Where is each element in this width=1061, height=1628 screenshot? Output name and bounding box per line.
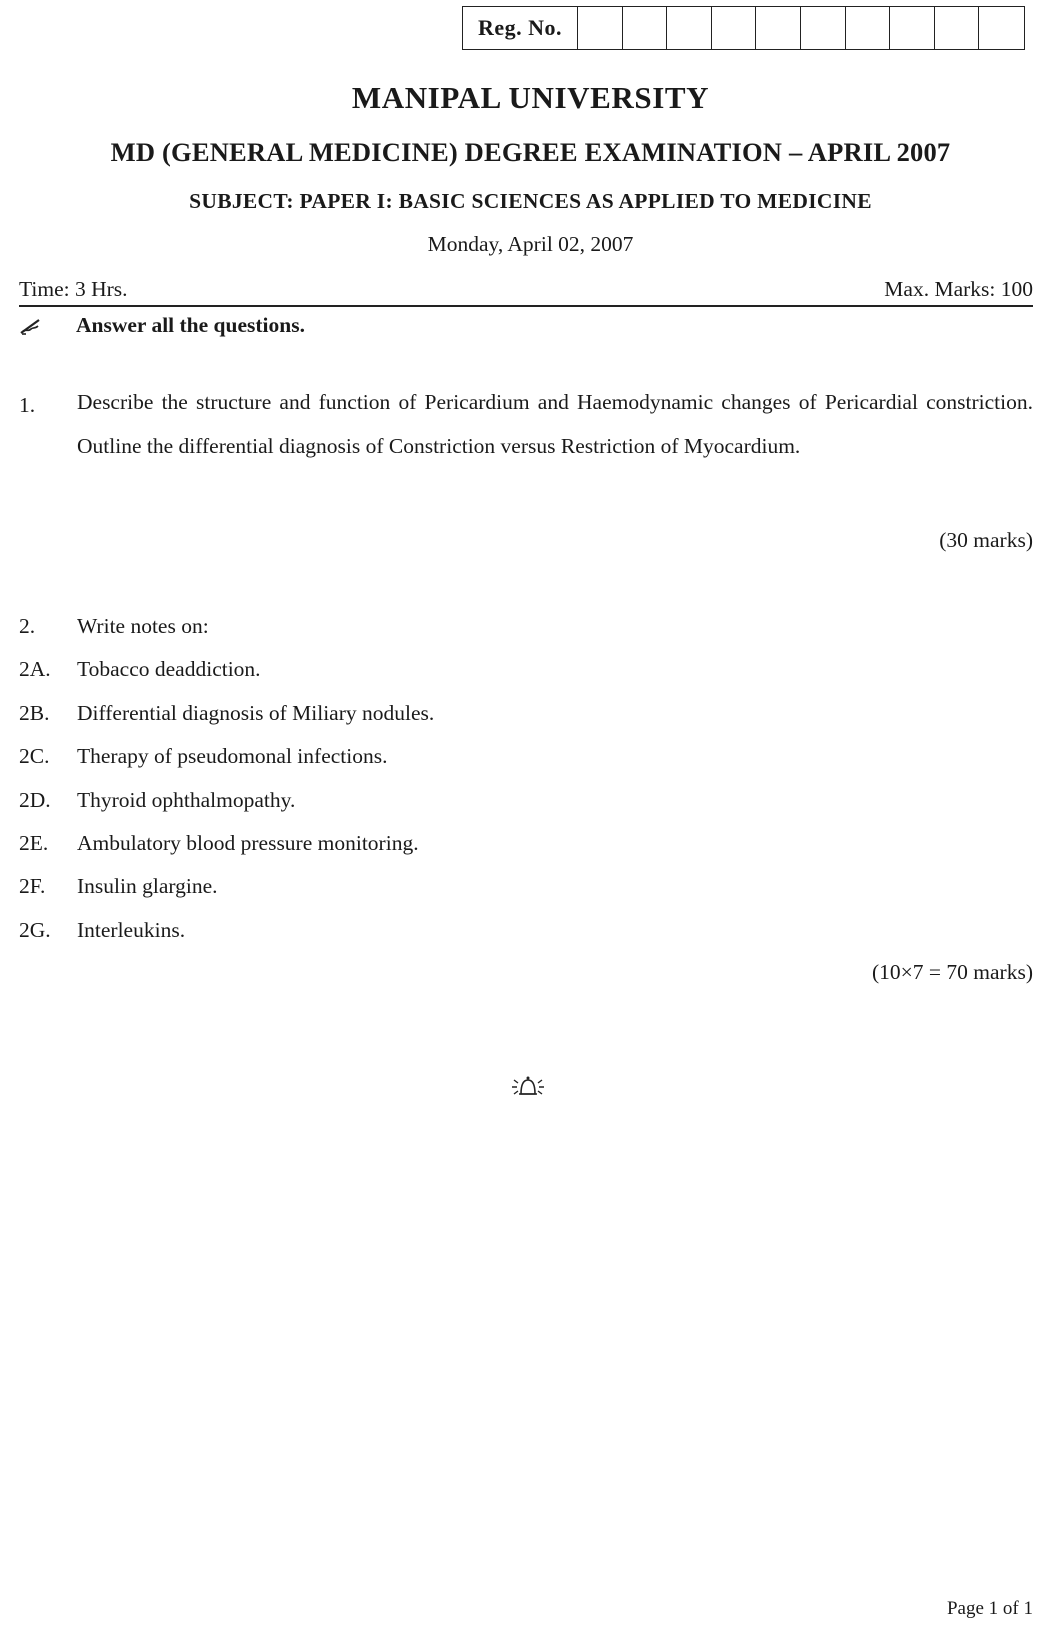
list-item: [19, 831, 1033, 874]
reg-no-cell[interactable]: [846, 7, 891, 49]
question-number: 2.: [19, 614, 36, 638]
question-text: Ambulatory blood pressure monitoring.: [77, 830, 419, 855]
question-number: 2A.: [19, 657, 51, 682]
reg-no-cell[interactable]: [979, 7, 1024, 49]
header-divider: [19, 305, 1033, 307]
max-marks: Max. Marks: 100: [884, 277, 1033, 301]
degree-title: MD (GENERAL MEDICINE) DEGREE EXAMINATION – APRIL 2007: [110, 137, 951, 167]
question-1: [19, 390, 1033, 468]
question-1-marks: (30 marks): [939, 528, 1033, 552]
reg-no-cell[interactable]: [756, 7, 801, 49]
question-number: 2C.: [19, 744, 50, 769]
question-2-marks: (10×7 = 70 marks): [872, 960, 1033, 984]
reg-no-cell[interactable]: [890, 7, 935, 49]
list-item: [19, 874, 1033, 917]
question-text: Differential diagnosis of Miliary nodules.: [77, 700, 435, 725]
bell-ornament-icon: [508, 1072, 548, 1102]
reg-no-cell[interactable]: [712, 7, 757, 49]
reg-no-cell[interactable]: [935, 7, 980, 49]
question-text: Interleukins.: [77, 917, 186, 942]
question-text: Write notes on:: [77, 614, 209, 638]
question-number: 2D.: [19, 787, 51, 812]
subject-title: SUBJECT: PAPER I: BASIC SCIENCES AS APPLIED TO MEDICINE: [189, 189, 872, 213]
question-text: Thyroid ophthalmopathy.: [77, 787, 296, 812]
question-text: Insulin glargine.: [77, 874, 218, 899]
reg-no-cell[interactable]: [623, 7, 668, 49]
reg-no-cell[interactable]: [801, 7, 846, 49]
list-item: [19, 788, 1033, 831]
question-number: 1.: [19, 393, 36, 417]
reg-no-cell[interactable]: [667, 7, 712, 49]
instruction-text: Answer all the questions.: [76, 313, 305, 337]
question-number: 2B.: [19, 700, 50, 725]
list-item: [19, 744, 1033, 787]
exam-meta-row: [19, 277, 1033, 302]
question-text: Therapy of pseudomonal infections.: [77, 744, 388, 769]
question-text: Tobacco deaddiction.: [77, 657, 261, 682]
exam-time: Time: 3 Hrs.: [19, 277, 128, 301]
page-number: Page 1 of 1: [946, 1598, 1033, 1619]
reg-no-label: Reg. No.: [463, 7, 578, 49]
reg-no-box: [462, 6, 1025, 50]
list-item: [19, 614, 1033, 657]
list-item: [19, 701, 1033, 744]
list-item: [19, 657, 1033, 700]
instruction-line: [19, 313, 305, 338]
question-number: 2F.: [19, 874, 46, 899]
reg-no-cell[interactable]: [578, 7, 623, 49]
list-item: [19, 918, 1033, 961]
writing-hand-icon: [19, 316, 43, 336]
university-title: MANIPAL UNIVERSITY: [351, 80, 710, 115]
question-number: 2G.: [19, 917, 51, 942]
exam-date: Monday, April 02, 2007: [427, 232, 634, 256]
question-number: 2E.: [19, 830, 49, 855]
question-2-list: [19, 614, 1033, 961]
question-text: Describe the structure and function of Pericardium and Haemodynamic changes of Pericardial constriction. Outline the differential diagnosis of Constriction versus Restriction of Myocardium.: [77, 390, 1033, 458]
